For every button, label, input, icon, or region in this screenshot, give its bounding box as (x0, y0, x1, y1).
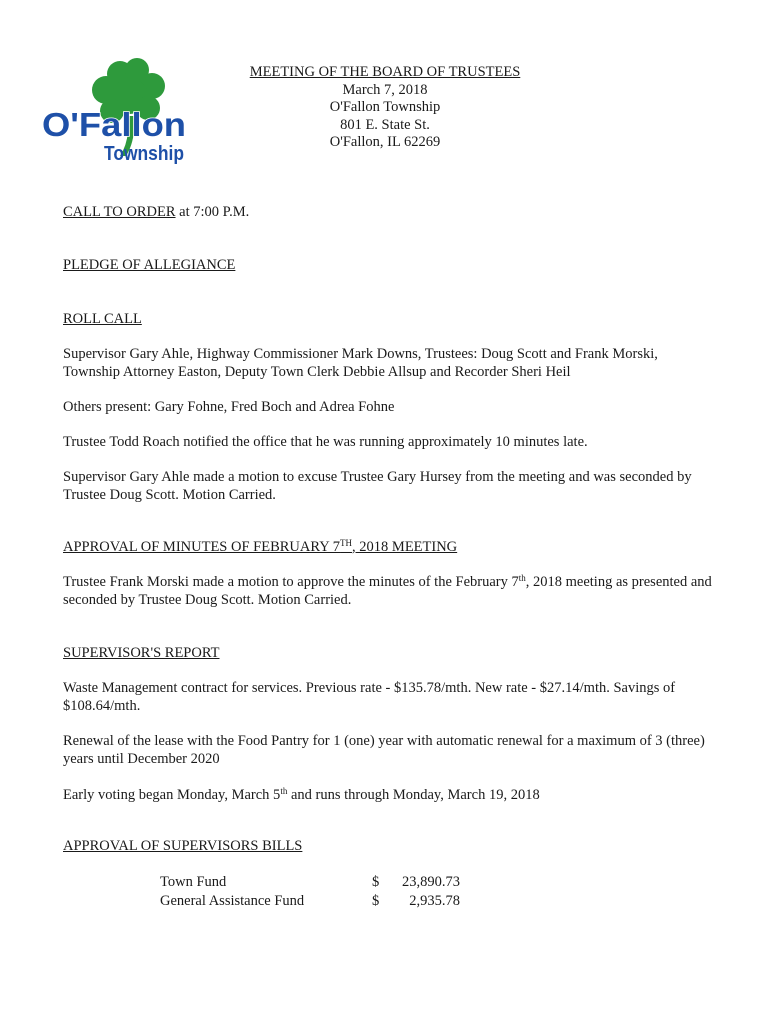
others-present: Others present: Gary Fohne, Fred Boch and Adrea Fohne (63, 399, 395, 415)
logo-word-township: Township (104, 143, 184, 165)
meeting-date: March 7, 2018 (342, 81, 428, 98)
bill-currency: $ (372, 874, 380, 890)
bill-fund-name: Town Fund (160, 874, 227, 890)
org-city: O'Fallon, IL 62269 (329, 134, 441, 150)
meeting-header (200, 64, 570, 152)
call-to-order-time: at 7:00 P.M. (175, 204, 250, 220)
roll-call-attendees: Supervisor Gary Ahle, Highway Commissioner Mark Downs, Trustees: Doug Scott and Frank Morski, Township Attorney Easton, Deputy Town Clerk Debbie Allsup and Recorder Sheri Heil (63, 346, 658, 380)
logo-word-ofallon: O'Fallon (42, 106, 186, 143)
bill-amount: 23,890.73 (402, 874, 460, 890)
bill-amount: 2,935.78 (409, 893, 460, 909)
bills-heading: APPROVAL OF SUPERVISORS BILLS (63, 838, 303, 854)
bill-currency: $ (372, 893, 380, 909)
approval-minutes-heading: APPROVAL OF MINUTES OF FEBRUARY 7TH, 2018 MEETING (63, 538, 458, 555)
pledge-heading: PLEDGE OF ALLEGIANCE (63, 257, 236, 273)
waste-management-item: Waste Management contract for services. Previous rate - $135.78/mth. New rate - $27.14/mth. Savings of $108.64/mth. (63, 680, 676, 714)
roll-call-heading: ROLL CALL (63, 311, 142, 327)
supervisors-report-heading: SUPERVISOR'S REPORT (63, 645, 220, 661)
call-to-order-heading: CALL TO ORDER (63, 204, 176, 220)
bill-row (160, 892, 460, 911)
ofallon-township-logo (40, 56, 190, 168)
bill-fund-name: General Assistance Fund (160, 893, 305, 909)
excuse-motion: Supervisor Gary Ahle made a motion to excuse Trustee Gary Hursey from the meeting and was seconded by Trustee Doug Scott. Motion Carried. (63, 469, 692, 503)
org-street: 801 E. State St. (340, 116, 430, 133)
call-to-order (63, 204, 249, 222)
food-pantry-item: Renewal of the lease with the Food Pantry for 1 (one) year with automatic renewal for a maximum of 3 (three) years until December 2020 (63, 733, 705, 767)
org-name: O'Fallon Township (329, 99, 441, 115)
minutes-motion: Trustee Frank Morski made a motion to approve the minutes of the February 7th, 2018 meeting as presented and seconded by Trustee Doug Scott. Motion Carried. (63, 573, 712, 608)
early-voting-item: Early voting began Monday, March 5th and runs through Monday, March 19, 2018 (63, 786, 540, 803)
roach-notice: Trustee Todd Roach notified the office that he was running approximately 10 minutes late. (63, 434, 588, 450)
meeting-title: MEETING OF THE BOARD OF TRUSTEES (249, 64, 521, 80)
bills-table (160, 873, 460, 911)
bill-row (160, 873, 460, 892)
